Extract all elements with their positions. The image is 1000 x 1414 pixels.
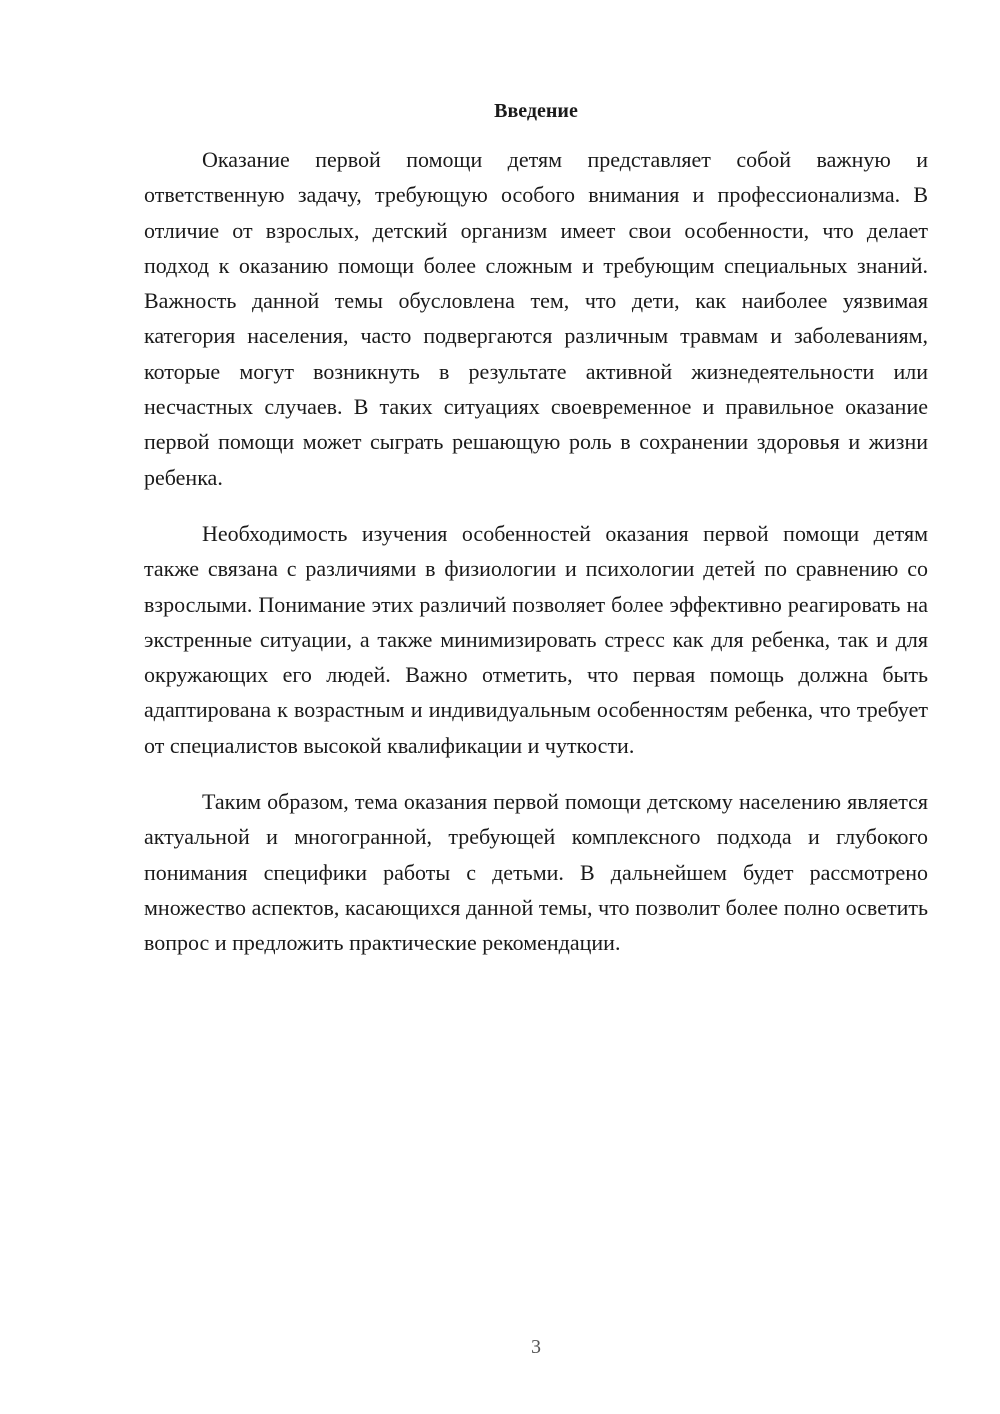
paragraph: Таким образом, тема оказания первой помощи детскому населению является актуальной и многогранной, требующей комплексного подхода и глубокого понимания специфики работы с детьми. В дальнейшем будет рассмотрено множество аспектов, касающихся данной темы, что позволит более полно осветить вопрос и предложить практические рекомендации. <box>144 789 928 956</box>
body-text <box>144 142 928 961</box>
page-number: 3 <box>531 1336 541 1358</box>
paragraph: Необходимость изучения особенностей оказания первой помощи детям также связана с различиями в физиологии и психологии детей по сравнению со взрослыми. Понимание этих различий позволяет более эффективно реагировать на экстренные ситуации, а также минимизировать стресс как для ребенка, так и для окружающих его людей. Важно отметить, что первая помощь должна быть адаптирована к возрастным и индивидуальным особенностям ребенка, что требует от специалистов высокой квалификации и чуткости. <box>144 520 928 758</box>
section-title: Введение <box>494 100 578 122</box>
paragraph: Оказание первой помощи детям представляет собой важную и ответственную задачу, требующую особого внимания и профессионализма. В отличие от взрослых, детский организм имеет свои особенности, что делает подход к оказанию помощи более сложным и требующим специальных знаний. Важность данной темы обусловлена тем, что дети, как наиболее уязвимая категория населения, часто подвергаются различным травмам и заболеваниям, которые могут возникнуть в результате активной жизнедеятельности или несчастных случаев. В таких ситуациях своевременное и правильное оказание первой помощи может сыграть решающую роль в сохранении здоровья и жизни ребенка. <box>144 147 928 490</box>
